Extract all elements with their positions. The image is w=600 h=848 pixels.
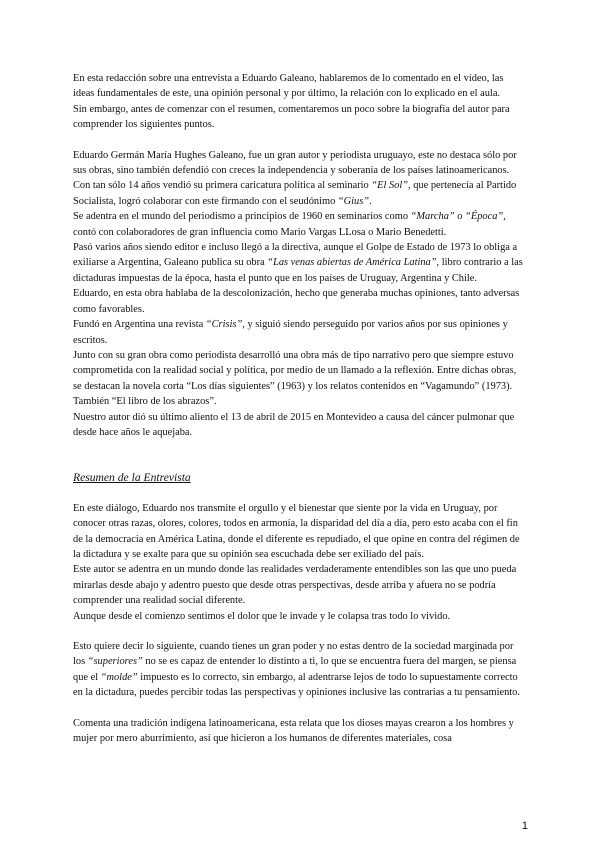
bio-paragraph-3: [73, 209, 524, 240]
bio-text: , que pertenecía al Partido Socialista, logró colaborar con este firmando con el seudónimo: [73, 180, 517, 207]
summary-paragraph-5: Comenta una tradición indígena latinoamericana, esta relata que los dioses mayas crearon a los hombres y mujer por mero aburrimiento, así que hicieron a los humanos de diferentes materiales, cosa: [73, 717, 514, 745]
summary-text: impuesto es lo correcto, sin embargo, al adentrarse lejos de todo lo supuestamente correcto en la dictadura, puedes percibir todas las perspectivas y opiniones inclusive las contrarias a tu pensamiento.: [73, 671, 520, 699]
summary-text: Esto quiere decir lo siguiente, cuando tienes un gran poder y no estas dentro de la sociedad marginada por los: [73, 641, 514, 668]
paragraph-gap: [73, 624, 524, 639]
bio-paragraph-6: [73, 317, 524, 348]
bio-text: Pasó varios años siendo editor e incluso llegó a la directiva, aunque el Golpe de Estado de 1973 lo obliga a exiliarse a Argentina, Galeano publica su obra: [73, 242, 518, 269]
bio-paragraph-4: [73, 240, 524, 286]
summary-paragraph-4: [73, 639, 524, 701]
quoted-term: “molde”: [100, 671, 138, 683]
bio-text: o: [454, 211, 466, 223]
summary-paragraph-3: Aunque desde el comienzo sentimos el dolor que le invade y le colapsa tras todo lo vivido.: [73, 610, 451, 622]
bio-text: Con tan sólo 14 años vendió su primera caricatura política al seminario: [73, 180, 372, 192]
section-gap: [73, 440, 524, 470]
bio-paragraph-1: Eduardo Germán María Hughes Galeano, fue un gran autor y periodista uruguayo, este no destaca sólo por sus obras, sino también defendió con creces la independencia y soberanía de los países latinoamericanos.: [73, 149, 517, 177]
summary-paragraph-2: Este autor se adentra en un mundo donde las realidades verdaderamente entendibles son las que uno pueda mirarlas desde abajo y adentro puesto que desde otras perspectivas, desde arriba y afuera no se podría comprender una realidad social diferente.: [73, 564, 517, 607]
publication-title: “Época”: [465, 211, 504, 223]
publication-title: “Marcha”: [410, 211, 455, 223]
bio-text: .: [369, 195, 372, 207]
pseudonym: “Gius”: [337, 195, 370, 207]
bio-paragraph-8: Nuestro autor dió su último aliento el 13 de abril de 2015 en Montevideo a causa del cáncer pulmonar que desde hace años le aquejaba.: [73, 411, 515, 438]
bio-text: Fundó en Argentina una revista: [73, 319, 206, 331]
bio-paragraph-2: [73, 178, 524, 209]
summary-paragraph-1: En este diálogo, Eduardo nos transmite el orgullo y el bienestar que siente por la vida en Uruguay, por conocer otras razas, olores, colores, todos en armonía, la disparidad del día a día, pero esto acaba con el fin de la democracia en América Latina, donde el diferente es repudiado, el que opine en contra del régimen de la dictadura y se exalte para que su opinión sea escuchada debe ser exiliado del país.: [73, 502, 520, 560]
quoted-term: “superiores”: [87, 656, 143, 668]
bio-paragraph-5: Eduardo, en esta obra hablaba de la descolonización, hecho que generaba muchas opiniones, tanto adversas como favorables.: [73, 288, 520, 315]
bio-paragraph-7: Junto con su gran obra como periodista desarrolló una obra más de tipo narrativo pero que siempre estuvo comprometida con la realidad social y política, por medio de un llamado a la reflexión. Entre dichas obras, se destacan la novela corta “Los días siguientes” (1963) y los relatos contenidos en “Vagamundo” (1973). También “El libro de los abrazos”.: [73, 349, 517, 408]
paragraph-gap: [73, 701, 524, 716]
publication-title: “El Sol”: [371, 180, 409, 192]
intro-paragraph-1: En esta redacción sobre una entrevista a Eduardo Galeano, hablaremos de lo comentado en el vídeo, las ideas fundamentales de este, una opinión personal y por último, la relación con lo explicado en el aula.: [73, 73, 504, 100]
paragraph-gap: [73, 133, 524, 148]
section-heading: Resumen de la Entrevista: [73, 471, 191, 485]
book-title: “Las venas abiertas de América Latina”: [267, 257, 437, 269]
page-number: 1: [521, 820, 528, 832]
bio-text: , y siguió siendo perseguido por varios años por sus opiniones y escritos.: [73, 319, 508, 346]
bio-text: Se adentra en el mundo del periodismo a principios de 1960 en seminarios como: [73, 211, 411, 223]
bio-text: , contó con colaboradores de gran influencia como Mario Vargas LLosa o Mario Benedetti.: [73, 211, 506, 238]
publication-title: “Crisis”: [205, 319, 243, 331]
bio-text: , libro contrario a las dictaduras impuestas de la época, hasta el punto que en los países de Uruguay, Argentina y Chile.: [73, 257, 523, 284]
intro-paragraph-2: Sin embargo, antes de comenzar con el resumen, comentaremos un poco sobre la biografía del autor para comprender los siguientes puntos.: [73, 103, 510, 131]
summary-text: no se es capaz de entender lo distinto a ti, lo que se encuentra fuera del margen, se piensa que el: [73, 656, 517, 683]
paragraph-gap: [73, 486, 524, 501]
